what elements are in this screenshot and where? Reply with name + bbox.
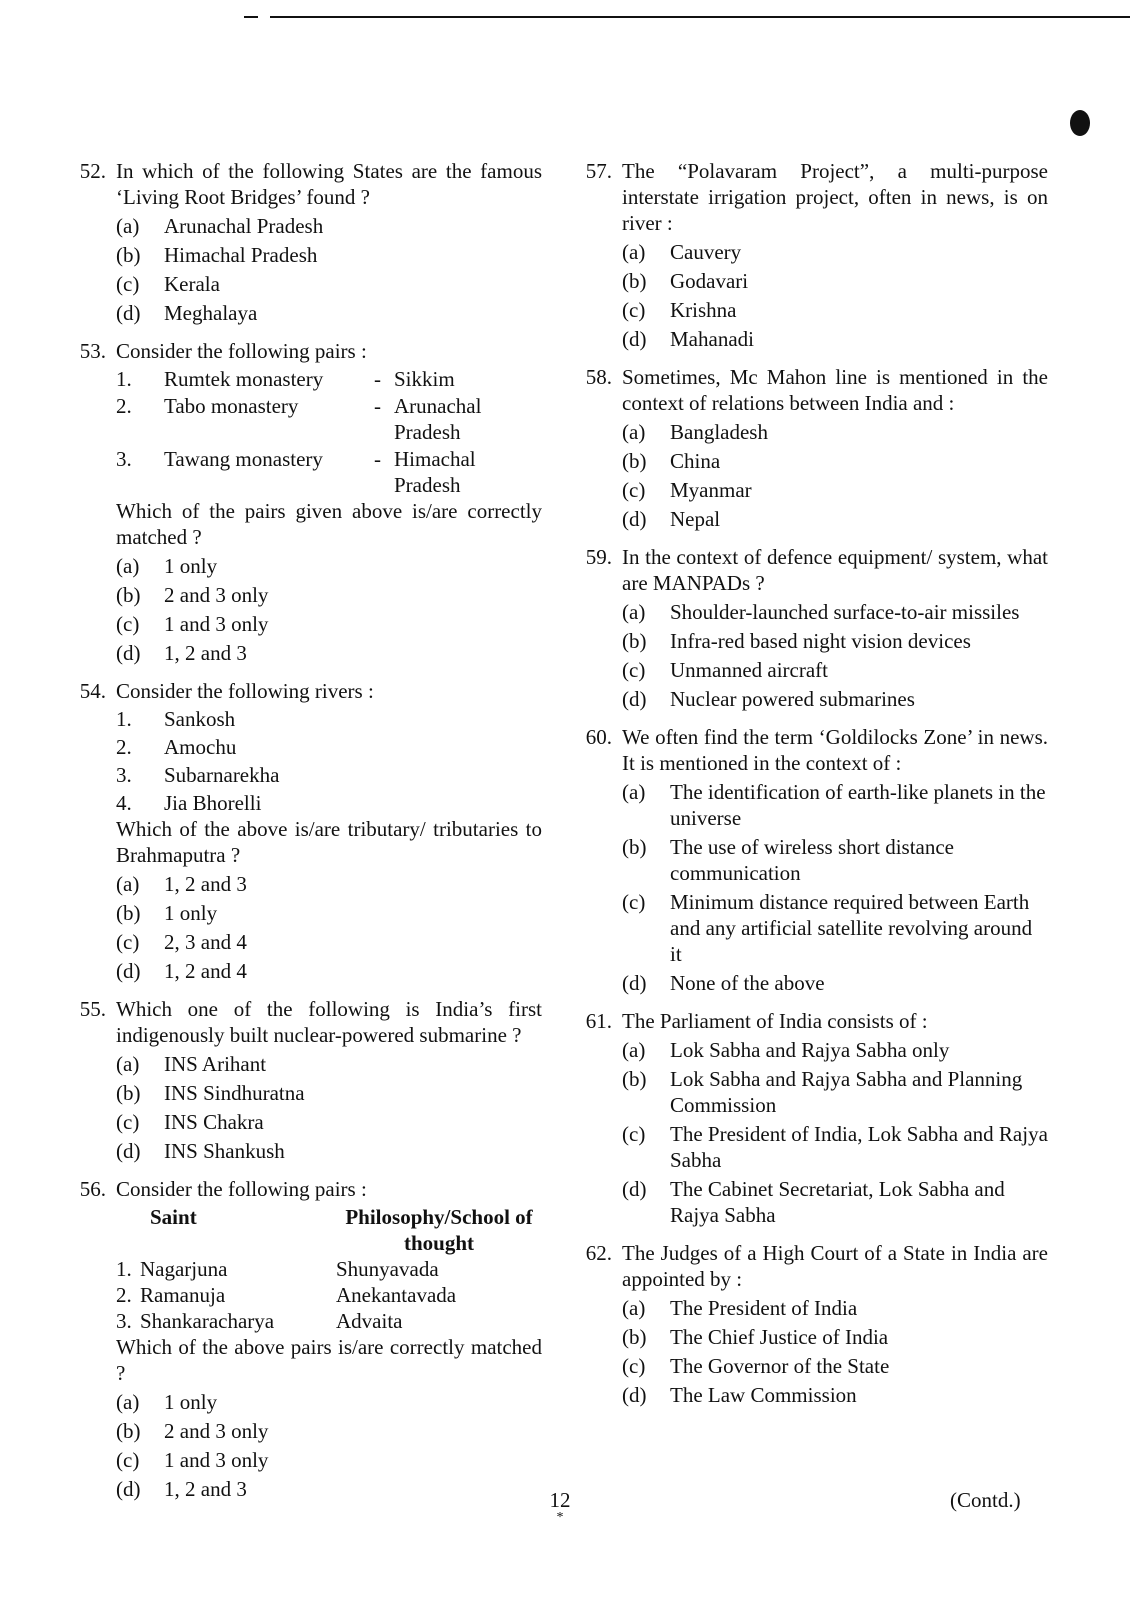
option-a[interactable] <box>116 871 542 897</box>
option-text: 1, 2 and 4 <box>164 959 247 983</box>
option-b[interactable] <box>622 1066 1048 1118</box>
question-number: 62. <box>585 1241 612 1265</box>
option-text: INS Shankush <box>164 1139 285 1163</box>
option-label: (a) <box>116 872 140 896</box>
option-label: (c) <box>622 658 646 682</box>
option-label: (d) <box>622 327 647 351</box>
question-59 <box>568 544 1048 712</box>
option-d[interactable] <box>622 970 1048 996</box>
option-text: Unmanned aircraft <box>670 658 829 682</box>
question-prompt: Which of the pairs given above is/are correctly matched ? <box>116 499 542 549</box>
question-text: The “Polavaram Project”, a multi-purpose interstate irrigation project, often in news, is on river : <box>622 159 1048 235</box>
option-c[interactable] <box>622 1121 1048 1173</box>
option-label: (a) <box>116 554 140 578</box>
question-number: 56. <box>79 1177 106 1201</box>
option-text: 1 only <box>164 1390 218 1414</box>
option-label: (b) <box>622 835 647 859</box>
pairs-list <box>116 366 542 498</box>
header-philosophy: Philosophy/School of thought <box>345 1205 533 1255</box>
question-text: The Judges of a High Court of a State in India are appointed by : <box>622 1241 1048 1291</box>
option-text: The Law Commission <box>670 1383 857 1407</box>
option-a[interactable] <box>622 599 1048 625</box>
question-number: 60. <box>585 725 612 749</box>
option-label: (c) <box>116 272 140 296</box>
option-d[interactable] <box>116 640 542 666</box>
option-label: (c) <box>622 478 646 502</box>
page-star: * <box>556 1510 564 1525</box>
header-rule-dash <box>244 16 258 18</box>
option-label: (d) <box>622 1383 647 1407</box>
option-label: (d) <box>116 959 141 983</box>
option-d[interactable] <box>116 958 542 984</box>
option-label: (a) <box>116 1052 140 1076</box>
option-b[interactable] <box>116 900 542 926</box>
pair-right: Advaita <box>336 1309 403 1333</box>
pair-right: Anekantavada <box>336 1283 457 1307</box>
pair-row <box>116 1256 542 1282</box>
option-text: The Governor of the State <box>670 1354 890 1378</box>
option-label: (a) <box>622 1296 646 1320</box>
option-b[interactable] <box>116 242 542 268</box>
option-label: (b) <box>116 901 141 925</box>
item-number: 3. <box>116 763 132 787</box>
option-text: 2 and 3 only <box>164 1419 269 1443</box>
option-b[interactable] <box>622 628 1048 654</box>
option-text: INS Chakra <box>164 1110 264 1134</box>
option-a[interactable] <box>622 239 1048 265</box>
pair-row <box>116 446 542 498</box>
option-label: (b) <box>116 1081 141 1105</box>
item-number: 4. <box>116 791 132 815</box>
pair-left: Shankaracharya <box>140 1309 275 1333</box>
item-text: Amochu <box>164 735 237 759</box>
option-b[interactable] <box>622 448 1048 474</box>
option-label: (c) <box>622 298 646 322</box>
option-d[interactable] <box>116 1138 542 1164</box>
option-text: The use of wireless short distance communication <box>670 835 955 885</box>
option-d[interactable] <box>116 300 542 326</box>
question-number: 53. <box>79 339 106 363</box>
pair-left: Tabo monastery <box>164 394 299 418</box>
option-text: Nepal <box>670 507 721 531</box>
page-number: 12 <box>549 1488 571 1512</box>
question-text: In which of the following States are the famous ‘Living Root Bridges’ found ? <box>116 159 542 209</box>
option-d[interactable] <box>622 326 1048 352</box>
option-a[interactable] <box>622 779 1048 831</box>
option-text: The President of India, Lok Sabha and Rajya Sabha <box>670 1122 1048 1172</box>
option-text: Lok Sabha and Rajya Sabha and Planning Commission <box>670 1067 1023 1117</box>
option-a[interactable] <box>622 1037 1048 1063</box>
option-label: (c) <box>116 1448 140 1472</box>
option-text: 1 and 3 only <box>164 1448 269 1472</box>
question-text: Consider the following pairs : <box>116 1177 367 1201</box>
option-text: The President of India <box>670 1296 858 1320</box>
option-text: Nuclear powered submarines <box>670 687 915 711</box>
pair-number: 2. <box>116 1283 132 1307</box>
option-label: (a) <box>116 1390 140 1414</box>
option-c[interactable] <box>622 1353 1048 1379</box>
pair-row <box>116 366 542 392</box>
option-text: 1, 2 and 3 <box>164 1477 247 1501</box>
option-text: Shoulder-launched surface-to-air missiles <box>670 600 1020 624</box>
option-text: None of the above <box>670 971 825 995</box>
pairs-table-header <box>116 1204 542 1256</box>
option-text: 1 only <box>164 901 218 925</box>
option-d[interactable] <box>622 1176 1048 1228</box>
option-text: Bangladesh <box>670 420 768 444</box>
option-text: 1, 2 and 3 <box>164 872 247 896</box>
option-text: Myanmar <box>670 478 752 502</box>
option-c[interactable] <box>622 477 1048 503</box>
option-label: (d) <box>116 301 141 325</box>
option-c[interactable] <box>116 929 542 955</box>
header-saint: Saint <box>150 1205 197 1229</box>
question-52 <box>62 158 542 326</box>
option-label: (d) <box>622 507 647 531</box>
right-column <box>568 158 1048 1420</box>
header-rule <box>270 16 1130 18</box>
river-item <box>116 734 542 760</box>
option-label: (d) <box>622 1177 647 1201</box>
pair-right: Himachal Pradesh <box>394 447 476 497</box>
question-number: 59. <box>585 545 612 569</box>
option-label: (b) <box>116 243 141 267</box>
option-b[interactable] <box>622 1324 1048 1350</box>
option-label: (c) <box>116 930 140 954</box>
option-text: Krishna <box>670 298 737 322</box>
question-56 <box>62 1176 542 1502</box>
option-label: (b) <box>622 449 647 473</box>
pair-number: 1. <box>116 1257 132 1281</box>
option-text: Minimum distance required between Earth and any artificial satellite revolving around it <box>670 890 1033 966</box>
option-label: (a) <box>622 420 646 444</box>
option-label: (c) <box>622 890 646 914</box>
question-text: We often find the term ‘Goldilocks Zone’ in news. It is mentioned in the context of : <box>622 725 1048 775</box>
river-item <box>116 706 542 732</box>
option-text: Meghalaya <box>164 301 258 325</box>
option-text: Godavari <box>670 269 749 293</box>
option-c[interactable] <box>622 889 1048 967</box>
question-prompt: Which of the above pairs is/are correctly matched ? <box>116 1335 542 1385</box>
option-label: (d) <box>116 641 141 665</box>
pair-right: Shunyavada <box>336 1257 439 1281</box>
pair-left: Tawang monastery <box>164 447 323 471</box>
question-number: 57. <box>585 159 612 183</box>
pair-row <box>116 1308 542 1334</box>
option-text: 1 and 3 only <box>164 612 269 636</box>
item-text: Subarnarekha <box>164 763 280 787</box>
option-a[interactable] <box>622 419 1048 445</box>
question-54 <box>62 678 542 984</box>
option-label: (b) <box>622 269 647 293</box>
option-label: (a) <box>622 780 646 804</box>
option-c[interactable] <box>116 611 542 637</box>
river-item <box>116 762 542 788</box>
left-column <box>62 158 542 1514</box>
registration-dot <box>1070 110 1090 136</box>
question-55 <box>62 996 542 1164</box>
item-number: 1. <box>116 707 132 731</box>
option-label: (c) <box>116 612 140 636</box>
option-text: Lok Sabha and Rajya Sabha only <box>670 1038 950 1062</box>
option-c[interactable] <box>622 657 1048 683</box>
option-label: (c) <box>622 1122 646 1146</box>
option-label: (b) <box>622 1067 647 1091</box>
pair-number: 3. <box>116 447 132 471</box>
option-b[interactable] <box>622 268 1048 294</box>
question-53 <box>62 338 542 666</box>
option-label: (b) <box>116 583 141 607</box>
option-label: (d) <box>116 1477 141 1501</box>
option-text: INS Sindhuratna <box>164 1081 305 1105</box>
continued-label: (Contd.) <box>950 1488 1021 1512</box>
option-label: (d) <box>622 971 647 995</box>
option-d[interactable] <box>116 1476 542 1502</box>
option-text: 1, 2 and 3 <box>164 641 247 665</box>
pair-left: Ramanuja <box>140 1283 226 1307</box>
option-label: (b) <box>622 629 647 653</box>
question-number: 61. <box>585 1009 612 1033</box>
question-number: 52. <box>79 159 106 183</box>
pair-left: Rumtek monastery <box>164 367 324 391</box>
question-number: 54. <box>79 679 106 703</box>
option-b[interactable] <box>622 834 1048 886</box>
item-text: Sankosh <box>164 707 236 731</box>
option-text: INS Arihant <box>164 1052 267 1076</box>
question-text: Consider the following pairs : <box>116 339 367 363</box>
pair-number: 3. <box>116 1309 132 1333</box>
option-text: 1 only <box>164 554 218 578</box>
pair-row <box>116 393 542 445</box>
option-label: (a) <box>116 214 140 238</box>
question-text: Consider the following rivers : <box>116 679 374 703</box>
option-label: (d) <box>622 687 647 711</box>
option-c[interactable] <box>116 271 542 297</box>
pair-right: Sikkim <box>394 367 455 391</box>
question-61 <box>568 1008 1048 1228</box>
option-label: (b) <box>622 1325 647 1349</box>
option-b[interactable] <box>116 1418 542 1444</box>
question-60 <box>568 724 1048 996</box>
option-a[interactable] <box>116 213 542 239</box>
pair-dash: - <box>374 447 381 471</box>
option-label: (d) <box>116 1139 141 1163</box>
pair-number: 1. <box>116 367 132 391</box>
option-a[interactable] <box>116 1051 542 1077</box>
option-label: (a) <box>622 1038 646 1062</box>
question-58 <box>568 364 1048 532</box>
pair-dash: - <box>374 367 381 391</box>
pair-number: 2. <box>116 394 132 418</box>
option-text: China <box>670 449 721 473</box>
option-d[interactable] <box>622 686 1048 712</box>
option-text: Mahanadi <box>670 327 754 351</box>
option-d[interactable] <box>622 1382 1048 1408</box>
option-text: 2, 3 and 4 <box>164 930 247 954</box>
option-text: Arunachal Pradesh <box>164 214 324 238</box>
option-text: Kerala <box>164 272 220 296</box>
pair-left: Nagarjuna <box>140 1257 228 1281</box>
question-text: Sometimes, Mc Mahon line is mentioned in the context of relations between India and : <box>622 365 1048 415</box>
option-d[interactable] <box>622 506 1048 532</box>
option-text: Cauvery <box>670 240 742 264</box>
question-number: 58. <box>585 365 612 389</box>
river-item <box>116 790 542 816</box>
option-label: (c) <box>116 1110 140 1134</box>
option-text: The Cabinet Secretariat, Lok Sabha and Rajya Sabha <box>670 1177 1005 1227</box>
option-text: Infra-red based night vision devices <box>670 629 971 653</box>
question-number: 55. <box>79 997 106 1021</box>
pair-dash: - <box>374 394 381 418</box>
question-text: The Parliament of India consists of : <box>622 1009 928 1033</box>
question-62 <box>568 1240 1048 1408</box>
option-c[interactable] <box>116 1109 542 1135</box>
option-label: (c) <box>622 1354 646 1378</box>
item-number: 2. <box>116 735 132 759</box>
option-label: (b) <box>116 1419 141 1443</box>
option-text: Himachal Pradesh <box>164 243 318 267</box>
option-a[interactable] <box>622 1295 1048 1321</box>
question-text: Which one of the following is India’s first indigenously built nuclear-powered submarine ? <box>116 997 542 1047</box>
option-text: The Chief Justice of India <box>670 1325 889 1349</box>
option-label: (a) <box>622 600 646 624</box>
option-a[interactable] <box>116 553 542 579</box>
item-text: Jia Bhorelli <box>164 791 262 815</box>
option-c[interactable] <box>116 1447 542 1473</box>
question-prompt: Which of the above is/are tributary/ tributaries to Brahmaputra ? <box>116 817 542 867</box>
question-text: In the context of defence equipment/ system, what are MANPADs ? <box>622 545 1048 595</box>
pair-row <box>116 1282 542 1308</box>
option-label: (a) <box>622 240 646 264</box>
option-c[interactable] <box>622 297 1048 323</box>
option-text: The identification of earth-like planets in the universe <box>670 780 1046 830</box>
option-b[interactable] <box>116 1080 542 1106</box>
option-b[interactable] <box>116 582 542 608</box>
option-text: 2 and 3 only <box>164 583 269 607</box>
pair-right: Arunachal Pradesh <box>394 394 482 444</box>
option-a[interactable] <box>116 1389 542 1415</box>
question-57 <box>568 158 1048 352</box>
